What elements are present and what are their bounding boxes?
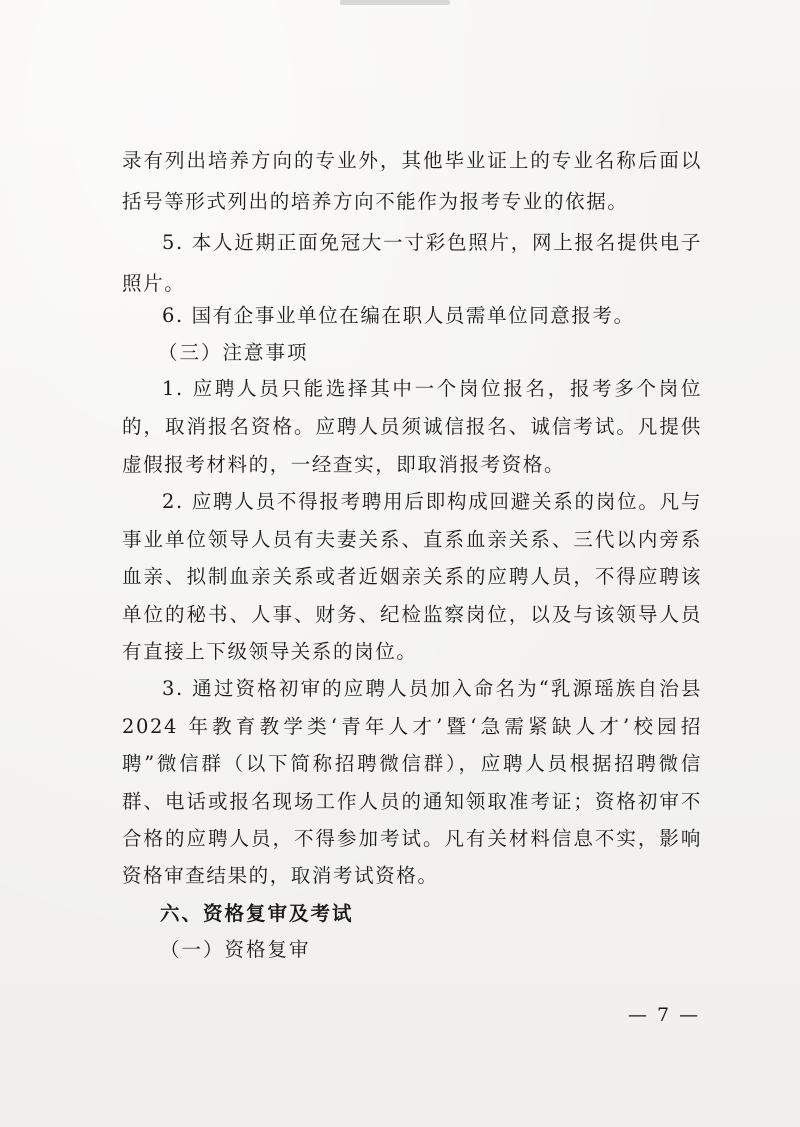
paragraph-line: 合格的应聘人员，不得参加考试。凡有关材料信息不实，影响: [122, 827, 702, 850]
subsection-heading: （一）资格复审: [160, 938, 311, 961]
paragraph-line: 2024 年教育教学类‘青年人才’暨‘急需紧缺人才’校园招: [122, 715, 702, 738]
paragraph-line: 括号等形式列出的培养方向不能作为报考专业的依据。: [122, 190, 629, 213]
paragraph-line: 虚假报考材料的，一经查实，即取消报考资格。: [122, 453, 566, 476]
paragraph-line: 事业单位领导人员有夫妻关系、直系血亲关系、三代以内旁系: [122, 528, 702, 551]
paragraph-line: 2. 应聘人员不得报考聘用后即构成回避关系的岗位。凡与: [162, 490, 702, 513]
paragraph-line: 3. 通过资格初审的应聘人员加入命名为“乳源瑶族自治县: [162, 677, 702, 700]
paragraph-line: 群、电话或报名现场工作人员的通知领取准考证；资格初审不: [122, 790, 702, 813]
paragraph-line: 聘”微信群（以下简称招聘微信群），应聘人员根据招聘微信: [122, 752, 702, 775]
paragraph-line: 1. 应聘人员只能选择其中一个岗位报名，报考多个岗位: [162, 377, 702, 400]
paragraph-line: 录有列出培养方向的专业外，其他毕业证上的专业名称后面以: [122, 149, 702, 172]
paragraph-line: 单位的秘书、人事、财务、纪检监察岗位，以及与该领导人员: [122, 603, 702, 626]
paragraph-line: 资格审查结果的，取消考试资格。: [122, 864, 439, 887]
paragraph-line: 照片。: [122, 272, 186, 295]
scan-artifact: [340, 0, 450, 5]
paragraph-line: 6. 国有企事业单位在编在职人员需单位同意报考。: [162, 304, 635, 327]
paragraph-line: 5. 本人近期正面免冠大一寸彩色照片，网上报名提供电子: [162, 231, 702, 254]
paragraph-line: 的，取消报名资格。应聘人员须诚信报名、诚信考试。凡提供: [122, 415, 702, 438]
paragraph-line: 血亲、拟制血亲关系或者近姻亲关系的应聘人员，不得应聘该: [122, 565, 702, 588]
section-heading: 六、资格复审及考试: [160, 902, 354, 925]
section-heading: （三）注意事项: [158, 341, 309, 364]
page-number: — 7 —: [628, 1004, 701, 1026]
paragraph-line: 有直接上下级领导关系的岗位。: [122, 640, 418, 663]
